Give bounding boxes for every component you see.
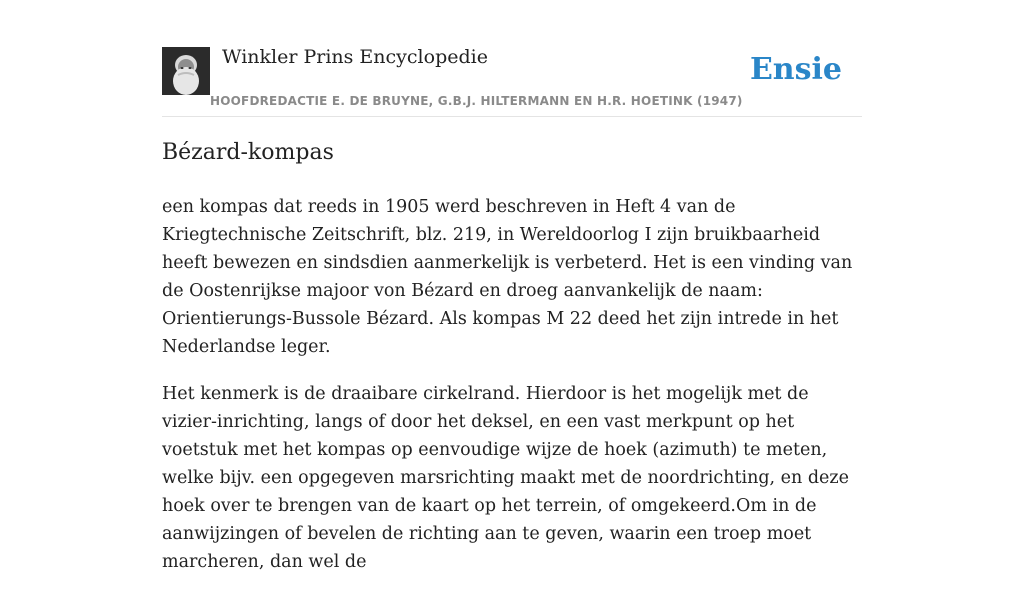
source-subtitle: HOOFDREDACTIE E. DE BRUYNE, G.B.J. HILTERMANN EN H.R. HOETINK (1947) [210, 94, 743, 108]
article-paragraph: Het kenmerk is de draaibare cirkelrand. Hierdoor is het mogelijk met de vizier-inrichting, langs of door het deksel, en een vast merkpunt op het voetstuk met het kompas op eenvoudige wijze de hoek (azimuth) te meten, welke bijv. een opgegeven marsrichting maakt met de noordrichting, en deze hoek over te brengen van de kaart op het terrein, of omgekeerd.Om in de aanwijzingen of bevelen de richting aan te geven, waarin een troep moet marcheren, dan wel de [162, 384, 849, 572]
ensie-logo[interactable]: Ensie [749, 52, 842, 87]
article-body [162, 193, 866, 595]
bearded-man-portrait-icon [162, 47, 210, 95]
article-title: Bézard-kompas [162, 140, 334, 165]
source-title[interactable]: Winkler Prins Encyclopedie [222, 46, 488, 68]
header [162, 0, 862, 117]
avatar[interactable] [162, 47, 210, 95]
article-paragraph: een kompas dat reeds in 1905 werd beschreven in Heft 4 van de Kriegtechnische Zeitschrift, blz. 219, in Wereldoorlog I zijn bruikbaarheid heeft bewezen en sindsdien aanmerkelijk is verbeterd. Het is een vinding van de Oostenrijkse majoor von Bézard en droeg aanvankelijk de naam: Orientierungs-Bussole Bézard. Als kompas M 22 deed het zijn intrede in het Nederlandse leger. [162, 197, 853, 357]
